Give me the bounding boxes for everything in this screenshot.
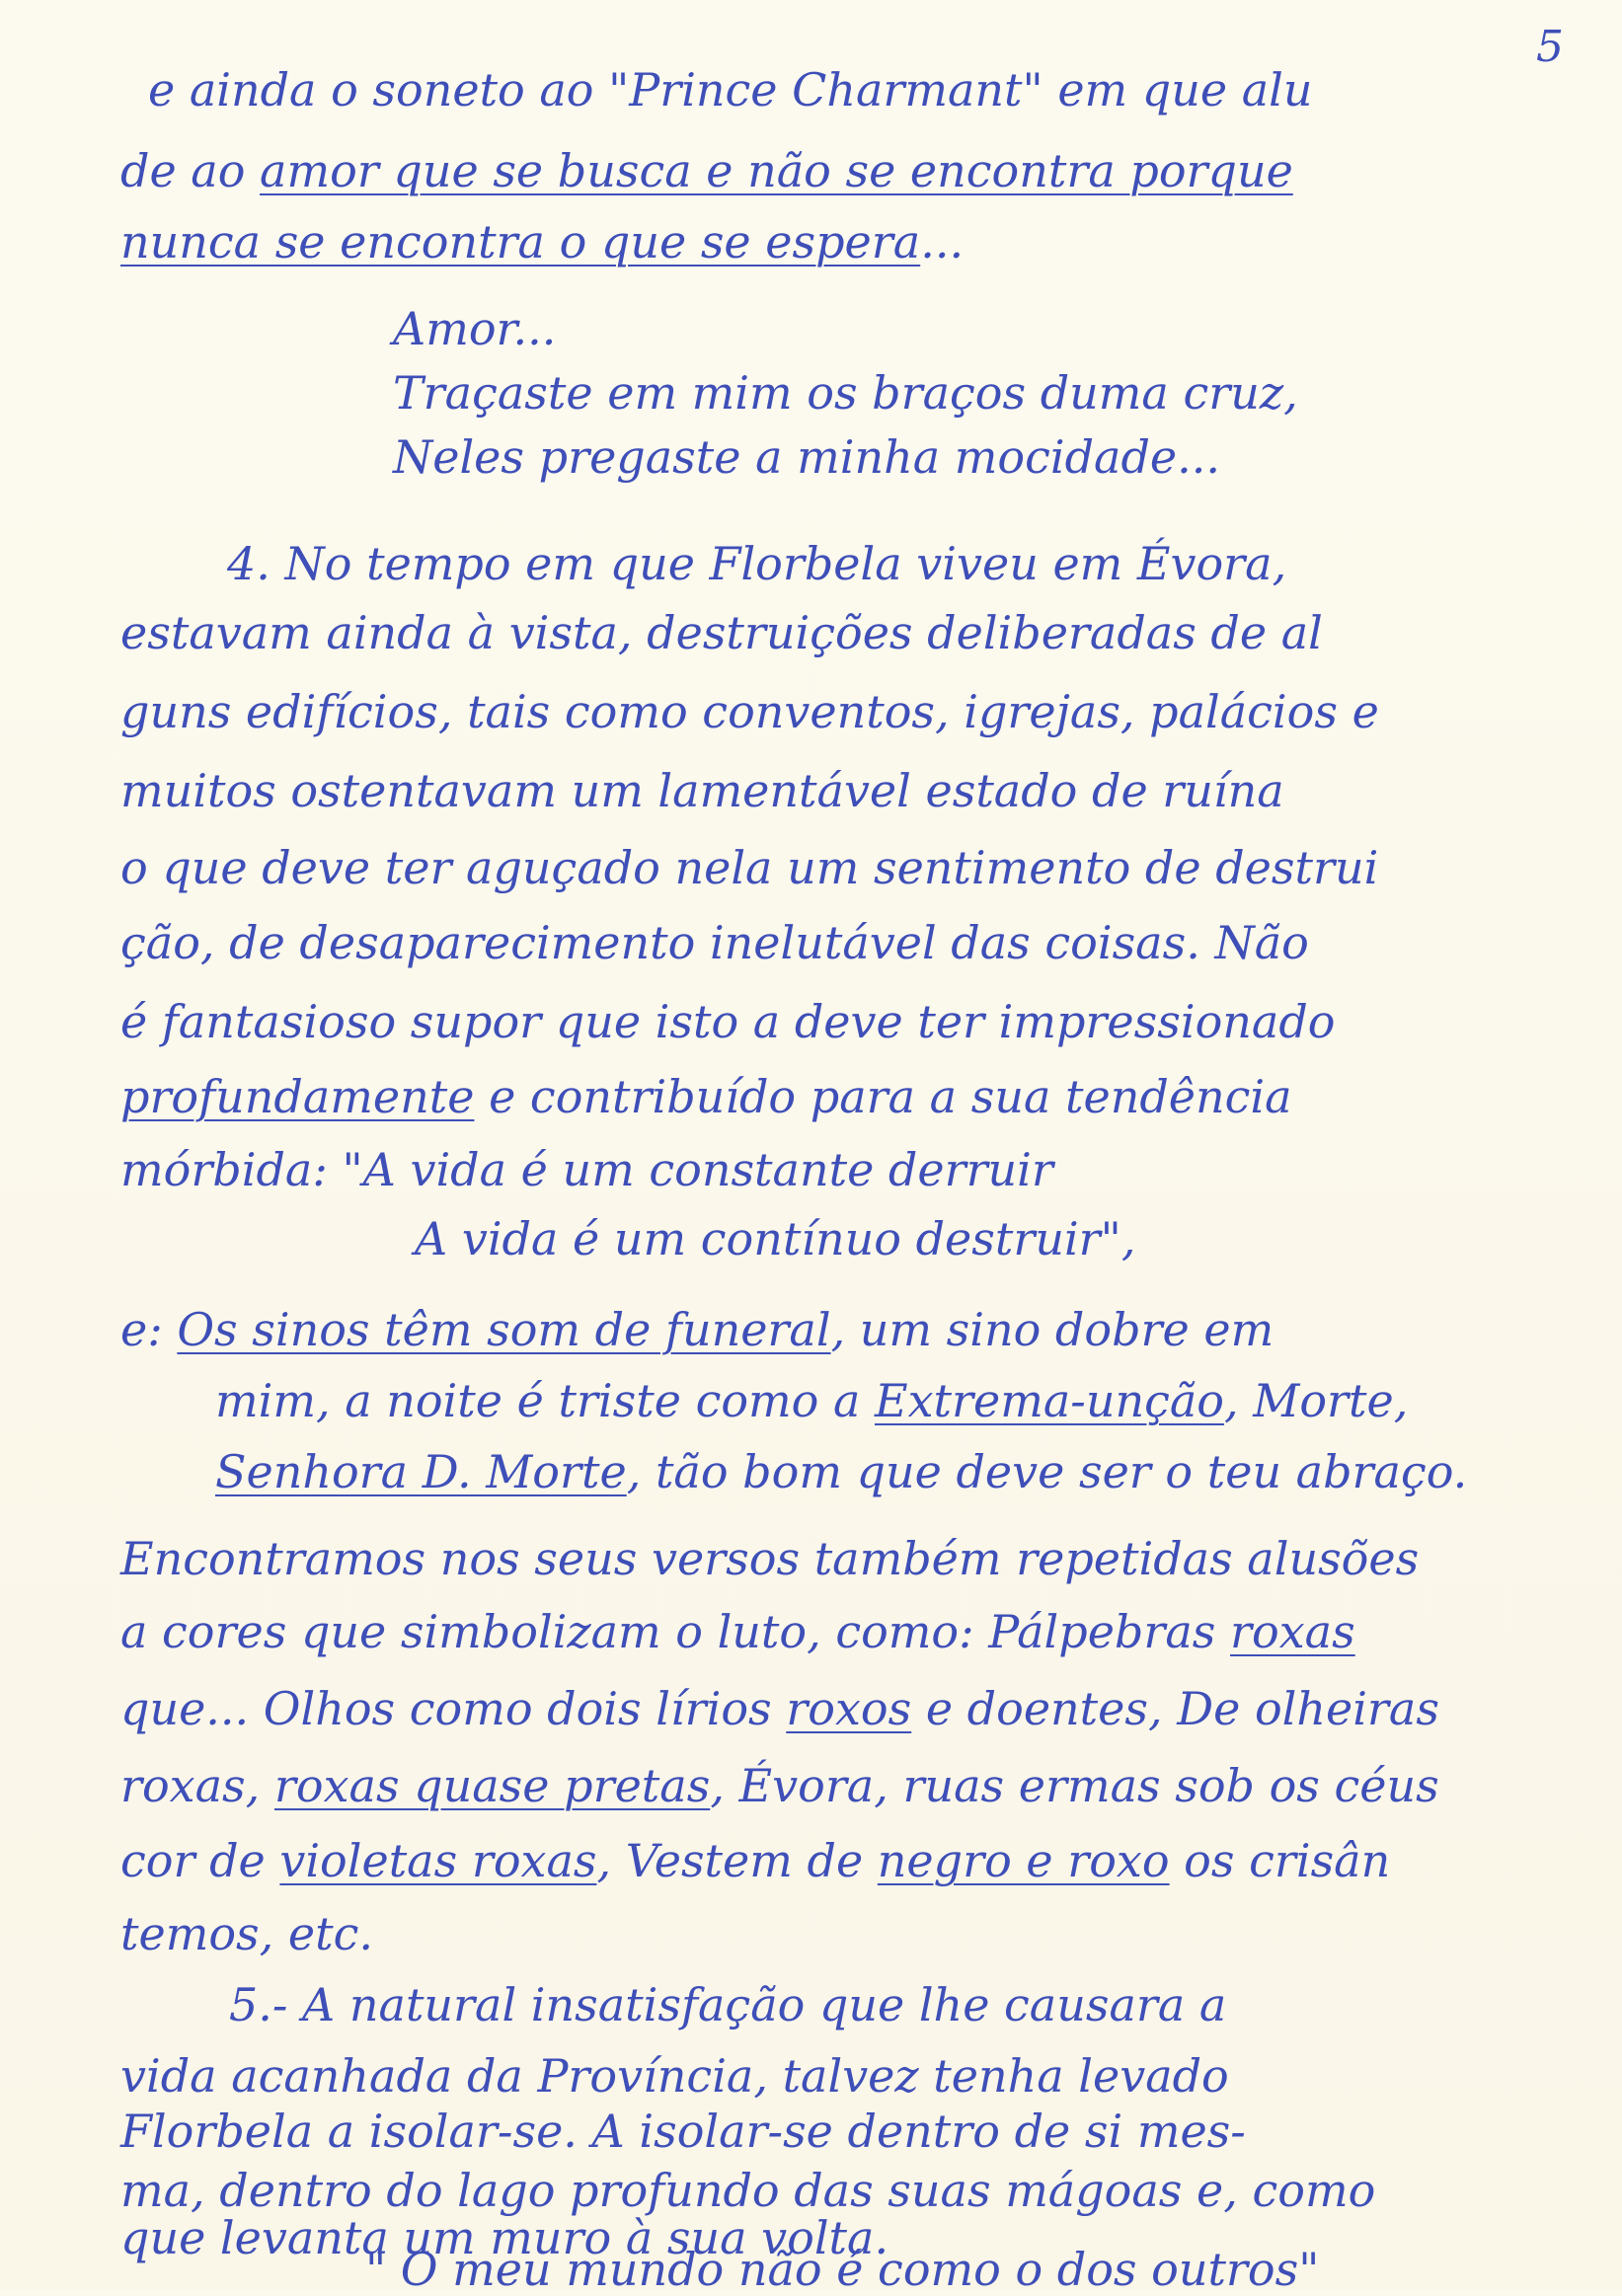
manuscript-line — [120, 764, 1284, 817]
line-text: roxas, — [120, 1759, 274, 1812]
line-text: Florbela a isolar-se. A isolar-se dentro de si mes- — [120, 2105, 1246, 2158]
underlined-text: nunca se encontra o que se espera — [120, 215, 921, 268]
manuscript-line — [365, 2243, 1320, 2296]
line-text: mórbida: "A vida é um constante derruir — [120, 1143, 1053, 1196]
manuscript-line — [120, 1143, 1053, 1196]
manuscript-line — [120, 1532, 1420, 1585]
manuscript-line — [120, 685, 1379, 738]
manuscript-line — [120, 916, 1309, 969]
manuscript-line — [393, 366, 1298, 420]
line-text: , tão bom que deve ser o teu abraço. — [626, 1445, 1468, 1498]
line-text: ... — [920, 215, 965, 268]
manuscript-line — [415, 1212, 1136, 1265]
manuscript-line — [120, 841, 1379, 894]
line-text: , Évora, ruas ermas sob os céus — [710, 1759, 1439, 1812]
line-text: guns edifícios, tais como conventos, igrejas, palácios e — [120, 685, 1379, 738]
line-text: que... Olhos como dois lírios — [120, 1682, 787, 1735]
manuscript-line — [120, 1907, 373, 1960]
underlined-text: Senhora D. Morte — [215, 1445, 627, 1498]
line-text: vida acanhada da Província, talvez tenha levado — [120, 2049, 1229, 2103]
line-text: ma, dentro do lago profundo das suas mágoas e, como — [120, 2164, 1376, 2217]
manuscript-line — [120, 606, 1323, 659]
underlined-text: roxos — [786, 1682, 912, 1735]
manuscript-line — [215, 1445, 1468, 1498]
line-text: , Morte, — [1223, 1374, 1409, 1427]
underlined-text: Os sinos têm som de funeral — [177, 1303, 831, 1356]
page-number: 5 — [1536, 22, 1564, 72]
manuscript-line — [393, 302, 557, 355]
underlined-text: roxas quase pretas — [273, 1759, 711, 1812]
manuscript-line — [120, 2164, 1376, 2217]
line-text: , Vestem de — [596, 1834, 878, 1887]
line-text: temos, etc. — [120, 1907, 373, 1960]
underlined-text: profundamente — [120, 1070, 475, 1123]
underlined-text: negro e roxo — [877, 1834, 1170, 1887]
line-text: estavam ainda à vista, destruições deliberadas de al — [120, 606, 1323, 659]
line-text: Neles pregaste a minha mocidade... — [393, 430, 1220, 484]
line-text: e doentes, De olheiras — [911, 1682, 1439, 1735]
underlined-text: roxas — [1230, 1605, 1355, 1658]
line-text: , um sino dobre em — [830, 1303, 1274, 1356]
manuscript-line — [120, 1303, 1274, 1356]
line-text: cor de — [120, 1834, 280, 1887]
manuscript-line — [120, 1605, 1355, 1658]
line-text: Traçaste em mim os braços duma cruz, — [393, 366, 1298, 420]
line-text: muitos ostentavam um lamentável estado de ruína — [120, 764, 1284, 817]
manuscript-line — [120, 1834, 1391, 1887]
manuscript-line — [393, 430, 1220, 484]
line-text: os crisân — [1169, 1834, 1391, 1887]
line-text: mim, a noite é triste como a — [215, 1374, 876, 1427]
line-text: o que deve ter aguçado nela um sentimento de destrui — [120, 841, 1379, 894]
manuscript-line — [120, 215, 965, 268]
line-text: " O meu mundo não é como o dos outros" — [365, 2243, 1320, 2296]
line-text: 5.- A natural insatisfação que lhe causara a — [229, 1978, 1227, 2031]
underlined-text: violetas roxas — [279, 1834, 597, 1887]
manuscript-line — [120, 1759, 1439, 1812]
manuscript-line — [215, 1374, 1409, 1427]
line-text: e ainda o soneto ao "Prince Charmant" em que alu — [148, 63, 1313, 116]
line-text: Encontramos nos seus versos também repetidas alusões — [120, 1532, 1420, 1585]
line-text: de ao — [120, 144, 261, 197]
manuscript-line — [120, 2049, 1229, 2103]
underlined-text: amor que se busca e não se encontra porque — [260, 144, 1293, 197]
line-text: e: — [120, 1303, 178, 1356]
line-text: que levanta um muro à sua volta. — [120, 2211, 889, 2264]
line-text: é fantasioso supor que isto a deve ter impressionado — [120, 995, 1336, 1048]
manuscript-line — [227, 537, 1287, 590]
line-text: a cores que simbolizam o luto, como: Pálpebras — [120, 1605, 1231, 1658]
manuscript-line — [120, 144, 1293, 197]
line-text: e contribuído para a sua tendência — [474, 1070, 1292, 1123]
manuscript-line — [120, 1682, 1439, 1735]
line-text: Amor... — [393, 302, 557, 355]
manuscript-line — [120, 995, 1336, 1048]
manuscript-line — [120, 1070, 1292, 1123]
manuscript-line — [229, 1978, 1227, 2031]
line-text: 4. No tempo em que Florbela viveu em Évora, — [227, 537, 1287, 590]
manuscript-line — [120, 2105, 1246, 2158]
line-text: ção, de desaparecimento inelutável das coisas. Não — [120, 916, 1309, 969]
line-text: A vida é um contínuo destruir", — [415, 1212, 1136, 1265]
underlined-text: Extrema-unção — [875, 1374, 1224, 1427]
manuscript-line — [148, 63, 1313, 116]
